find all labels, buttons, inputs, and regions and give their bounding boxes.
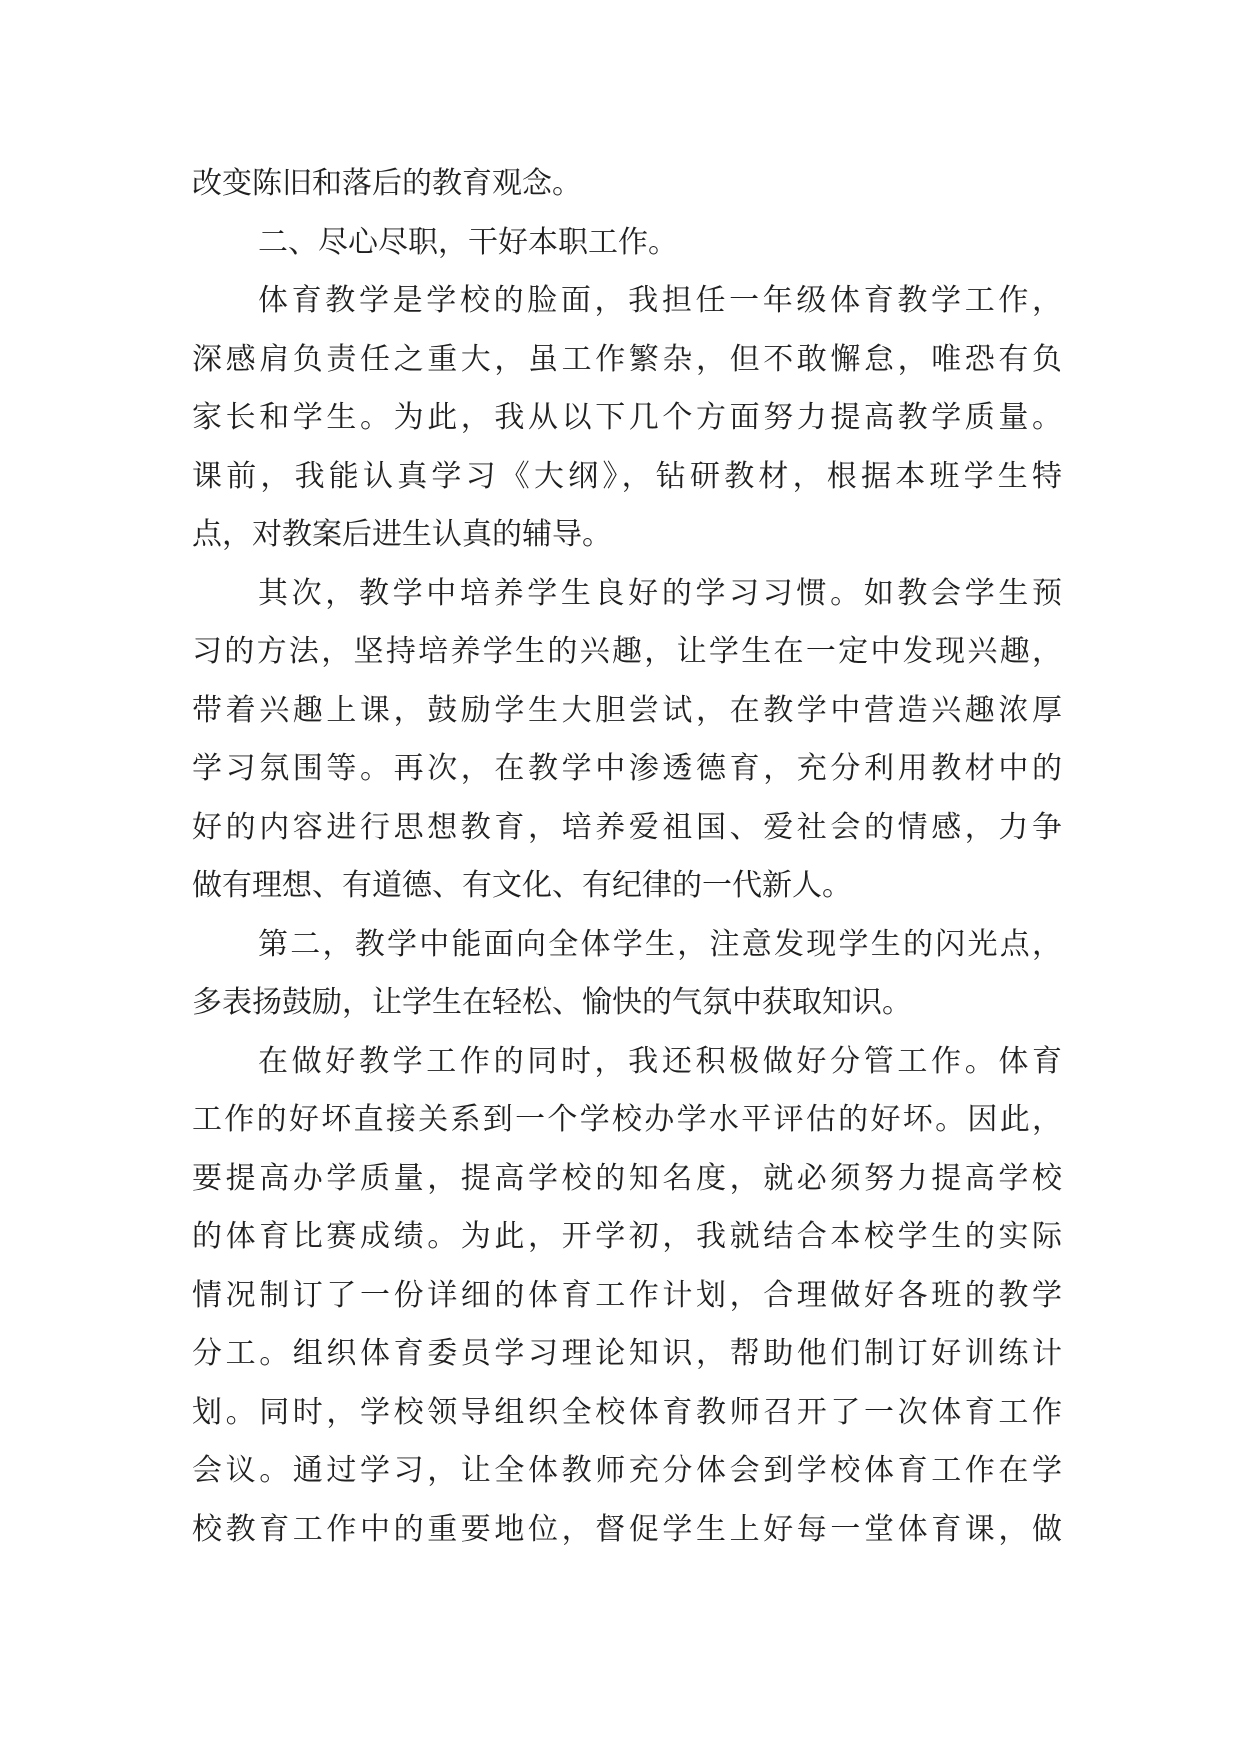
- text-line: 工作的好坏直接关系到一个学校办学水平评估的好坏。因此，: [192, 1102, 1062, 1137]
- text-line: 分工。组织体育委员学习理论知识，帮助他们制订好训练计: [192, 1336, 1062, 1371]
- text-line: 的体育比赛成绩。为此，开学初，我就结合本校学生的实际: [192, 1219, 1062, 1254]
- text-line: 习的方法，坚持培养学生的兴趣，让学生在一定中发现兴趣，: [192, 634, 1062, 669]
- text-line: 家长和学生。为此，我从以下几个方面努力提高教学质量。: [192, 400, 1062, 435]
- text-line: 第二，教学中能面向全体学生，注意发现学生的闪光点，: [258, 926, 1062, 962]
- text-line: 做有理想、有道德、有文化、有纪律的一代新人。: [192, 868, 852, 903]
- text-line: 体育教学是学校的脸面，我担任一年级体育教学工作，: [258, 283, 1062, 318]
- text-line: 点，对教案后进生认真的辅导。: [192, 517, 612, 552]
- text-line: 二、尽心尽职，干好本职工作。: [258, 224, 678, 260]
- text-line: 会议。通过学习，让全体教师充分体会到学校体育工作在学: [192, 1453, 1062, 1488]
- text-line: 好的内容进行思想教育，培养爱祖国、爱社会的情感，力争: [192, 809, 1062, 845]
- text-line: 学习氛围等。再次，在教学中渗透德育，充分利用教材中的: [192, 751, 1062, 786]
- text-line: 课前，我能认真学习《大纲》，钻研教材，根据本班学生特: [192, 458, 1062, 494]
- text-line: 在做好教学工作的同时，我还积极做好分管工作。体育: [258, 1043, 1062, 1079]
- text-line: 改变陈旧和落后的教育观念。: [192, 166, 582, 201]
- text-line: 带着兴趣上课，鼓励学生大胆尝试，在教学中营造兴趣浓厚: [192, 692, 1062, 728]
- document-body: [192, 155, 1062, 1559]
- text-line: 要提高办学质量，提高学校的知名度，就必须努力提高学校: [192, 1160, 1062, 1196]
- text-line: 多表扬鼓励，让学生在轻松、愉快的气氛中获取知识。: [192, 985, 912, 1020]
- text-line: 校教育工作中的重要地位，督促学生上好每一堂体育课，做: [192, 1511, 1062, 1547]
- text-line: 深感肩负责任之重大，虽工作繁杂，但不敢懈怠，唯恐有负: [192, 341, 1062, 377]
- text-line: 划。同时，学校领导组织全校体育教师召开了一次体育工作: [192, 1394, 1062, 1430]
- text-line: 其次，教学中培养学生良好的学习习惯。如教会学生预: [258, 575, 1062, 611]
- text-line: 情况制订了一份详细的体育工作计划，合理做好各班的教学: [192, 1277, 1062, 1313]
